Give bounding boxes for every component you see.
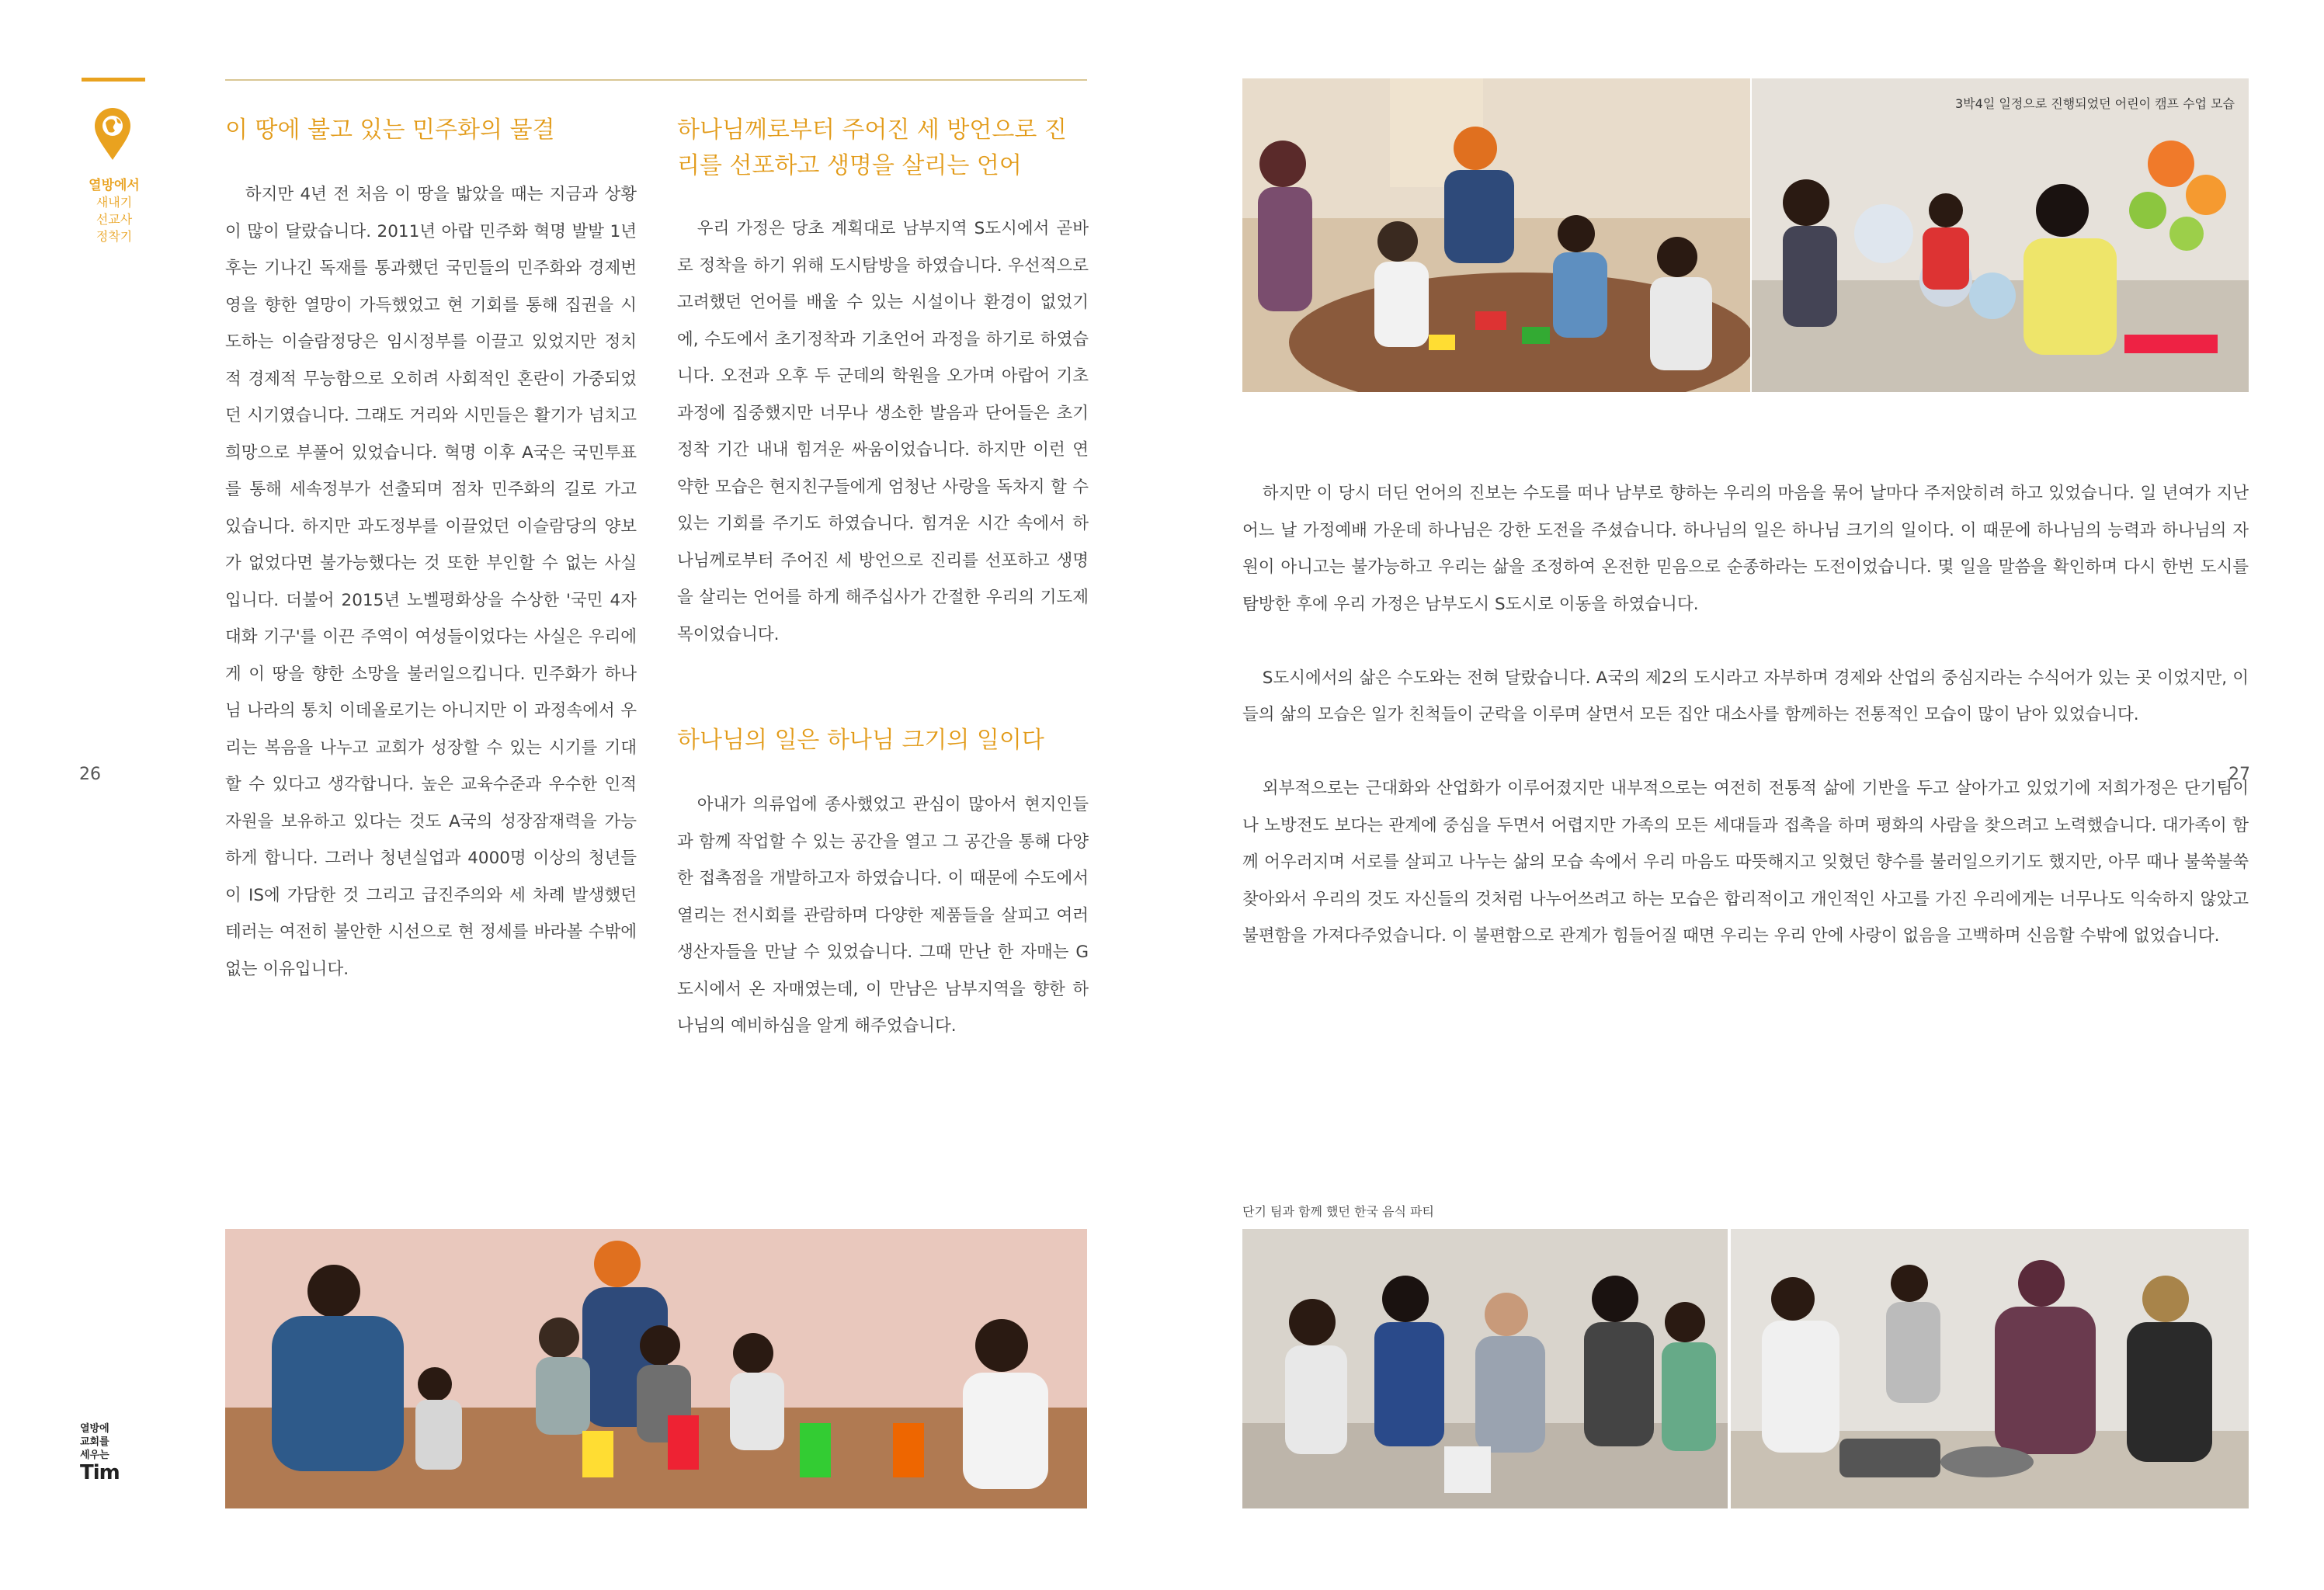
footer-logo-line: 교회를 xyxy=(80,1436,109,1448)
korean-food-party-photo-2 xyxy=(1731,1229,2249,1508)
right-body xyxy=(1242,475,2249,955)
column-2-paragraph-1: 우리 가정은 당초 계획대로 남부지역 S도시에서 곧바로 정착을 하기 위해 도시탐방을 하였습니다. 우선적으로 고려했던 언어를 배울 수 있는 시설이나 환경이 없었기에, 수도에서 초기정착과 기초언어 과정을 하기로 하였습니다. 오전과 오후 두 군데의 학원을 오가며 아랍어 기초과정에 집중했지만 너무나 생소한 발음과 단어들은 초기정착 기간 내내 힘겨운 싸움이었습니다. 하지만 이런 연약한 모습은 현지친구들에게 엄청난 사랑을 독차지 할 수 있는 기회를 주기도 하였습니다. 힘겨운 시간 속에서 하나님께로부터 주어진 세 방언으로 진리를 선포하고 생명을 살리는 언어를 하게 해주십사가 간절한 우리의 기도제목이었습니다. xyxy=(677,219,1089,644)
balloon-activity-photo xyxy=(1752,78,2249,392)
column-2-body-2 xyxy=(677,786,1089,1045)
section-label-line: 선교사 xyxy=(96,212,133,227)
column-2-heading-2: 하나님의 일은 하나님 크기의 일이다 xyxy=(677,727,1044,754)
footer-brand: Tim xyxy=(80,1461,120,1484)
right-paragraph-1: 하지만 이 당시 더딘 언어의 진보는 수도를 떠나 남부로 향하는 우리의 마음을 묶어 날마다 주저앉히려 하고 있었습니다. 일 년여가 지난 어느 날 가정예배 가운데 하나님은 강한 도전을 주셨습니다. 하나님의 일은 하나님 크기의 일이다. 이 때문에 하나님의 능력과 하나님의 자원이 아니고는 불가능하고 우리는 삶을 조정하여 온전한 믿음으로 순종하라는 도전이었습니다. 몇 일을 말씀을 확인하며 다시 한번 도시를 탐방한 후에 우리 가정은 남부도시 S도시로 이동을 하였습니다. xyxy=(1242,484,2249,614)
section-label-line: 새내기 xyxy=(96,195,133,210)
page-number-right: 27 xyxy=(2228,765,2250,784)
accent-bar xyxy=(82,78,145,82)
korean-food-party-photo-1 xyxy=(1242,1229,1728,1508)
right-paragraph-2: S도시에서의 삶은 수도와는 전혀 달랐습니다. A국의 제2의 도시라고 자부하며 경제와 산업의 중심지라는 수식어가 있는 곳 이었지만, 이들의 삶의 모습은 일가 친척들이 군락을 이루며 살면서 모든 집안 대소사를 함께하는 전통적인 모습이 많이 남아 있었습니다. xyxy=(1242,668,2249,724)
column-1-body xyxy=(225,176,637,988)
right-paragraph-3: 외부적으로는 근대화와 산업화가 이루어졌지만 내부적으로는 여전히 전통적 삶에 기반을 두고 살아가고 있었기에 저희가정은 단기팀이나 노방전도 보다는 관계에 중심을 두면서 어렵지만 가족의 모든 세대들과 접촉을 하며 평화의 사람을 찾으려고 노력했습니다. 대가족이 함께 어우러지며 서로를 살피고 나누는 삶의 모습 속에서 우리 마음도 따뜻해지고 잊혔던 향수를 불러일으키기도 했지만, 아무 때나 불쑥불쑥 찾아와서 우리의 것도 자신들의 것처럼 나누어쓰려고 하는 모습은 합리적이고 개인적인 사고를 가진 우리에게는 너무나도 익숙하지 않았고 불편함을 가져다주었습니다. 이 불편함으로 관계가 힘들어질 때면 우리는 우리 안에 사랑이 없음을 고백하며 신음할 수밖에 없었습니다. xyxy=(1242,779,2249,946)
column-2-body-1 xyxy=(677,210,1089,653)
photo-caption-top: 3박4일 일정으로 진행되었던 어린이 캠프 수업 모습 xyxy=(1955,96,2235,111)
section-label-main: 열방에서 xyxy=(89,178,140,193)
children-craft-class-photo xyxy=(1242,78,1750,392)
column-2-paragraph-2: 아내가 의류업에 종사했었고 관심이 많아서 현지인들과 함께 작업할 수 있는 공간을 열고 그 공간을 통해 다양한 접촉점을 개발하고자 하였습니다. 이 때문에 수도에서 열리는 전시회를 관람하며 다양한 제품들을 살피고 여러 생산자들을 만날 수 있었습니다. 그때 만난 한 자매는 G도시에서 온 자매였는데, 이 만남은 남부지역을 향한 하나님의 예비하심을 알게 해주었습니다. xyxy=(677,795,1089,1036)
footer-logo-line: 열방에 xyxy=(80,1423,109,1435)
header-rule xyxy=(225,79,1087,81)
column-1 xyxy=(225,113,637,988)
section-label xyxy=(81,177,148,245)
column-1-heading: 이 땅에 불고 있는 민주화의 물결 xyxy=(225,116,555,144)
column-2 xyxy=(677,113,1089,1045)
footer-logo-line: 세우는 xyxy=(80,1449,109,1461)
column-1-paragraph: 하지만 4년 전 처음 이 땅을 밟았을 때는 지금과 상황이 많이 달랐습니다. 2011년 아랍 민주화 혁명 발발 1년 후는 기나긴 독재를 통과했던 국민들의 민주화와 경제번영을 향한 열망이 가득했었고 현 기회를 통해 집권을 시도하는 이슬람정당은 임시정부를 이끌고 있었지만 정치적 경제적 무능함으로 오히려 사회적인 혼란이 가중되었던 시기였습니다. 그래도 거리와 시민들은 활기가 넘치고 희망으로 부풀어 있었습니다. 혁명 이후 A국은 국민투표를 통해 세속정부가 선출되며 점차 민주화의 길로 가고 있습니다. 하지만 과도정부를 이끌었던 이슬람당의 양보가 없었다면 불가능했다는 것 또한 부인할 수 없는 사실입니다. 더불어 2015년 노벨평화상을 수상한 '국민 4자 대화 기구'를 이끈 주역이 여성들이었다는 사실은 우리에게 이 땅을 향한 소망을 불러일으킵니다. 민주화가 하나님 나라의 통치 이데올로기는 아니지만 이 과정속에서 우리는 복음을 나누고 교회가 성장할 수 있는 시기를 기대할 수 있다고 생각합니다. 높은 교육수준과 우수한 인적자원을 보유하고 있다는 것도 A국의 성장잠재력을 가능하게 합니다. 그러나 청년실업과 4000명 이상의 청년들이 IS에 가담한 것 그리고 급진주의와 세 차례 발생했던 테러는 여전히 불안한 시선으로 현 정세를 바라볼 수밖에 없는 이유입니다. xyxy=(225,185,637,979)
globe-pin-icon xyxy=(93,107,132,161)
section-label-line: 정착기 xyxy=(96,229,133,244)
camp-lantern-craft-photo xyxy=(225,1229,1087,1508)
photo-caption-bottom: 단기 팀과 함께 했던 한국 음식 파티 xyxy=(1242,1204,1434,1219)
column-2-heading-1: 하나님께로부터 주어진 세 방언으로 진리를 선포하고 생명을 살리는 언어 xyxy=(677,116,1067,179)
page-number-left: 26 xyxy=(79,765,101,784)
footer-logo xyxy=(80,1422,127,1484)
